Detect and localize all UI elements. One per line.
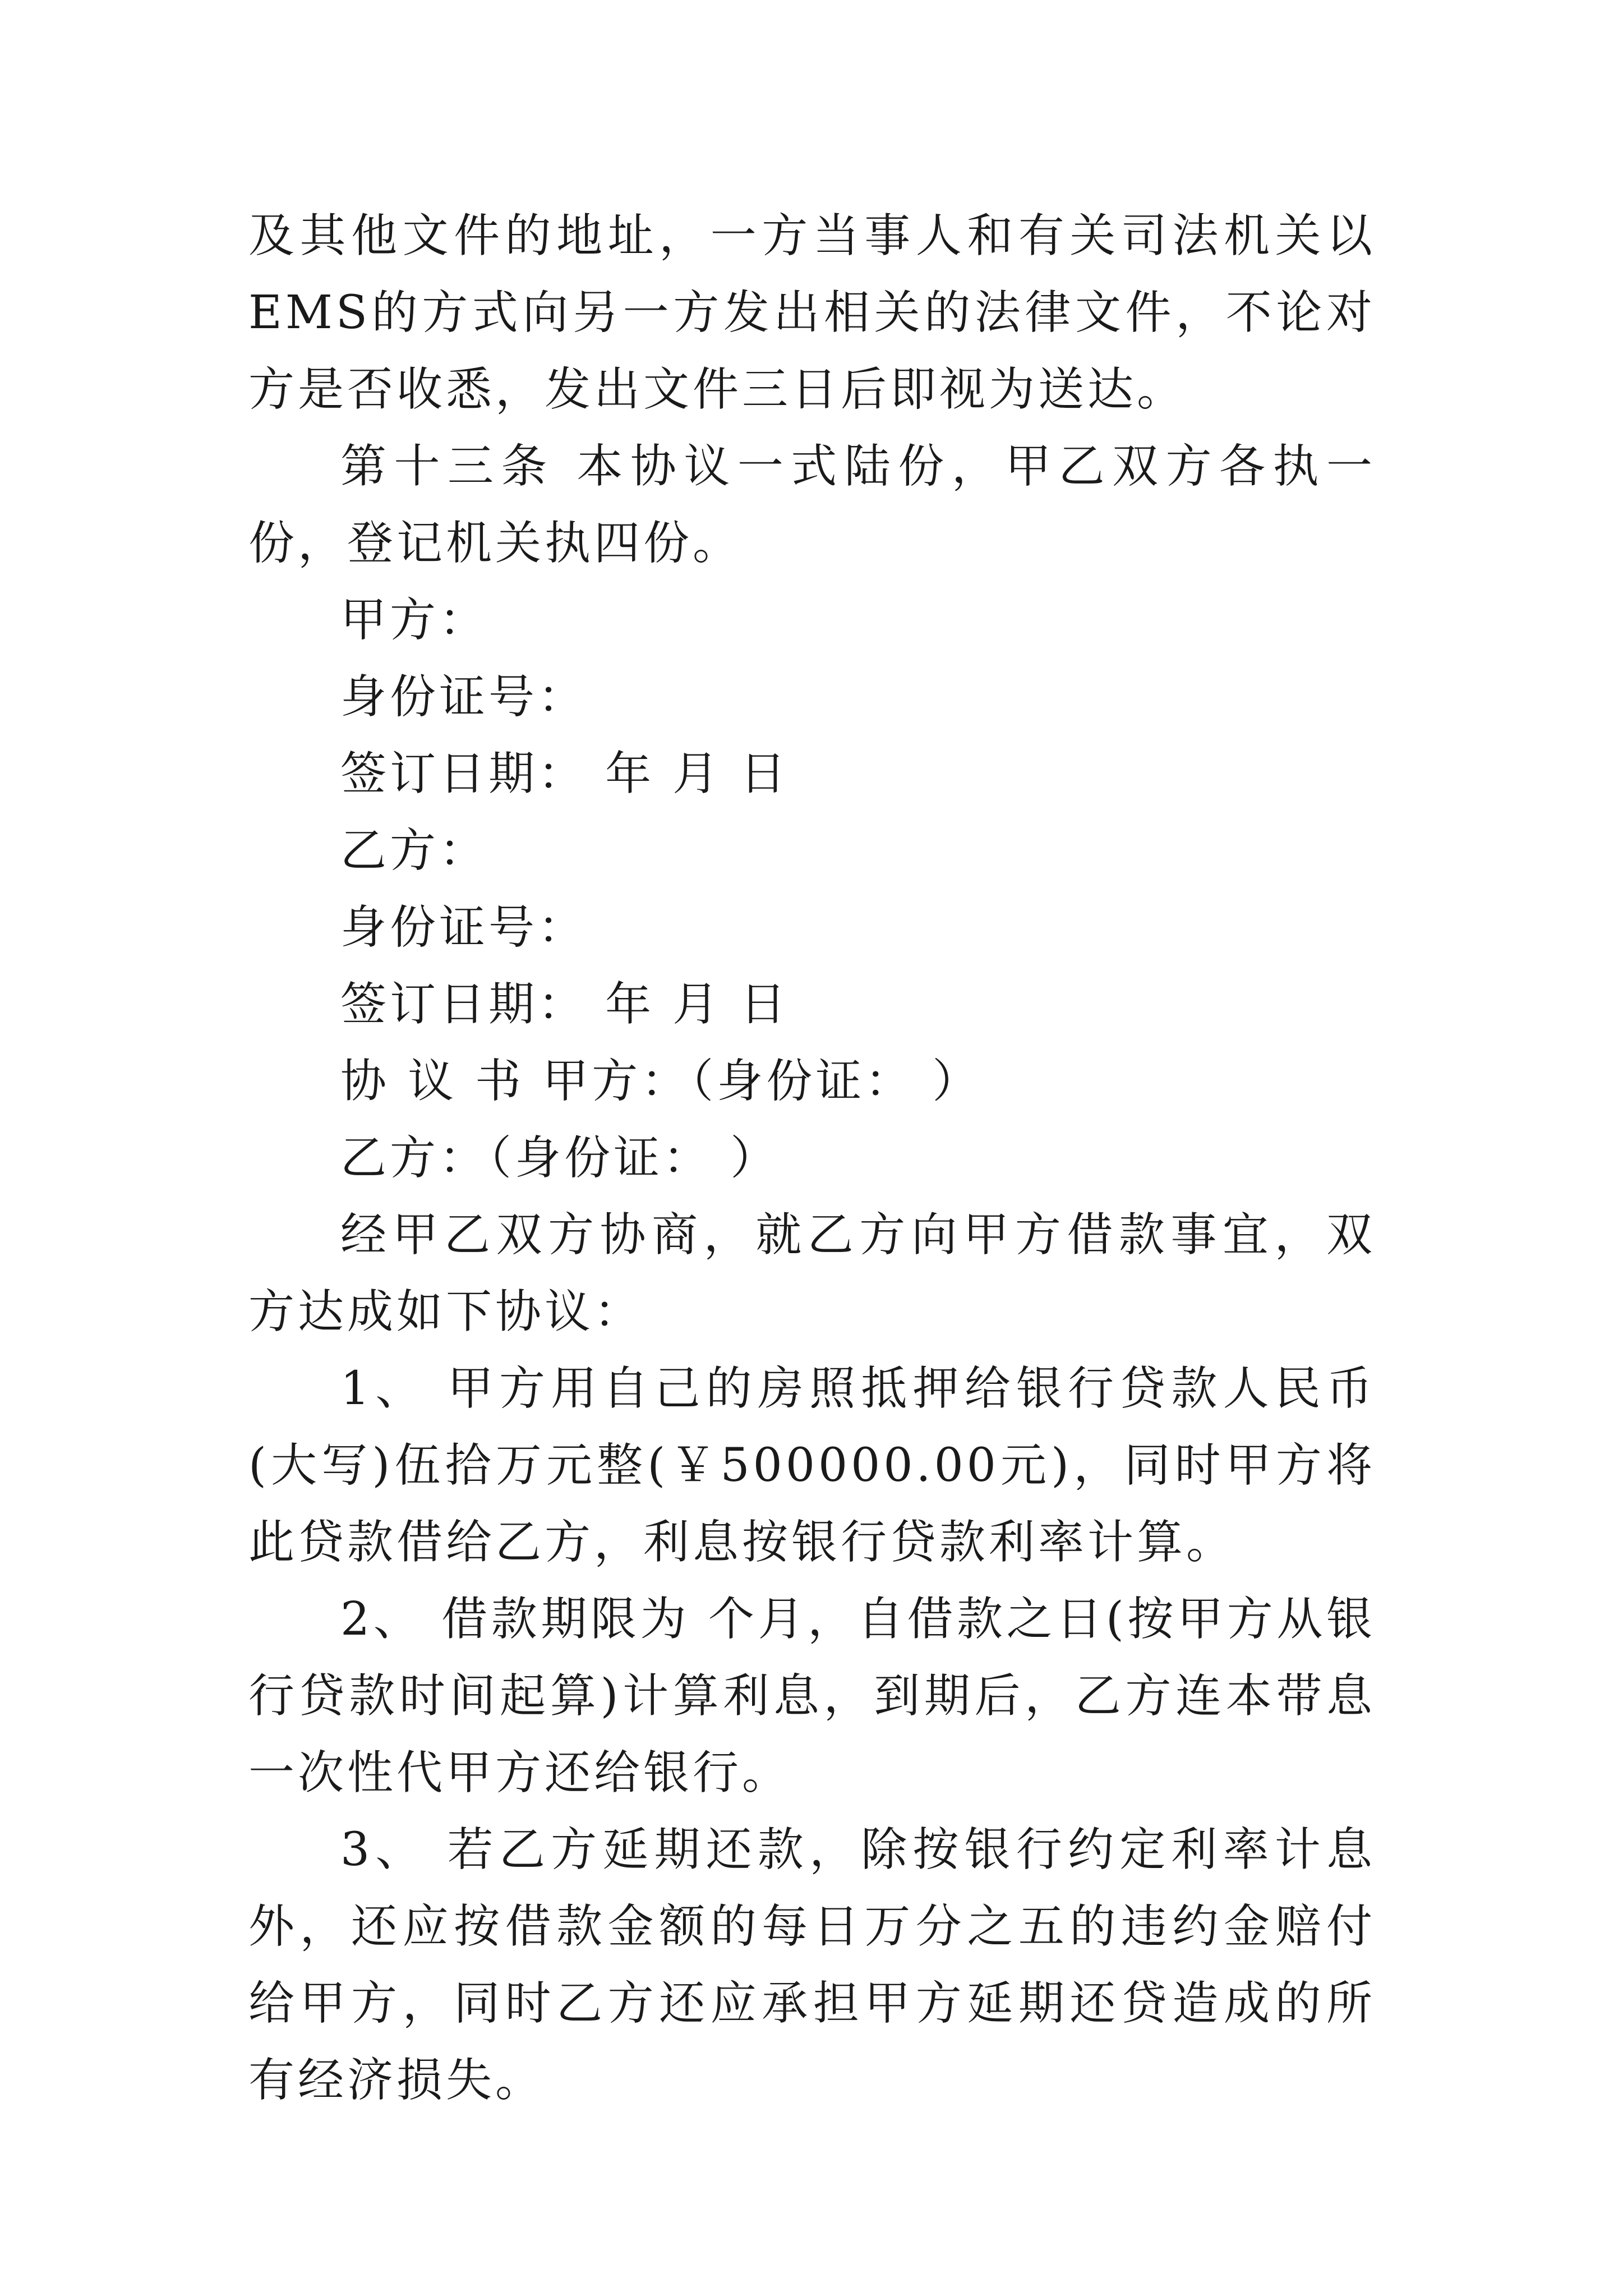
clause-2: 2、 借款期限为 个月，自借款之日(按甲方从银行贷款时间起算)计算利息，到期后，乙方连本带息一次性代甲方还给银行。 (248, 1593, 1376, 1800)
party-b-sign-date: 签订日期： 年 月 日 (340, 978, 790, 1031)
party-b-id-label: 身份证号： (340, 901, 588, 954)
paragraph-article-13: 第十三条 本协议一式陆份，甲乙双方各执一份，登记机关执四份。 (248, 440, 1376, 570)
paragraph-service-clause: 及其他文件的地址，一方当事人和有关司法机关以EMS的方式向另一方发出相关的法律文件，不论对方是否收悉，发出文件三日后即视为送达。 (248, 209, 1376, 416)
agreement-heading-party-a: 协 议 书 甲方：（身份证： ） (340, 1055, 982, 1108)
agreement-party-b: 乙方：（身份证： ） (340, 1131, 780, 1185)
clause-3: 3、 若乙方延期还款，除按银行约定利率计息外，还应按借款金额的每日万分之五的违约金赔付给甲方，同时乙方还应承担甲方延期还贷造成的所有经济损失。 (248, 1823, 1376, 2107)
clause-1: 1、 甲方用自己的房照抵押给银行贷款人民币(大写)伍拾万元整(￥500000.00元)，同时甲方将此贷款借给乙方，利息按银行贷款利率计算。 (248, 1362, 1376, 1569)
party-b-label: 乙方： (340, 824, 489, 877)
party-a-sign-date: 签订日期： 年 月 日 (340, 747, 790, 800)
document-body (248, 197, 1376, 2119)
party-a-id-label: 身份证号： (340, 670, 588, 724)
party-a-label: 甲方： (340, 593, 489, 647)
paragraph-intro: 经甲乙双方协商，就乙方向甲方借款事宜，双方达成如下协议： (248, 1208, 1376, 1338)
